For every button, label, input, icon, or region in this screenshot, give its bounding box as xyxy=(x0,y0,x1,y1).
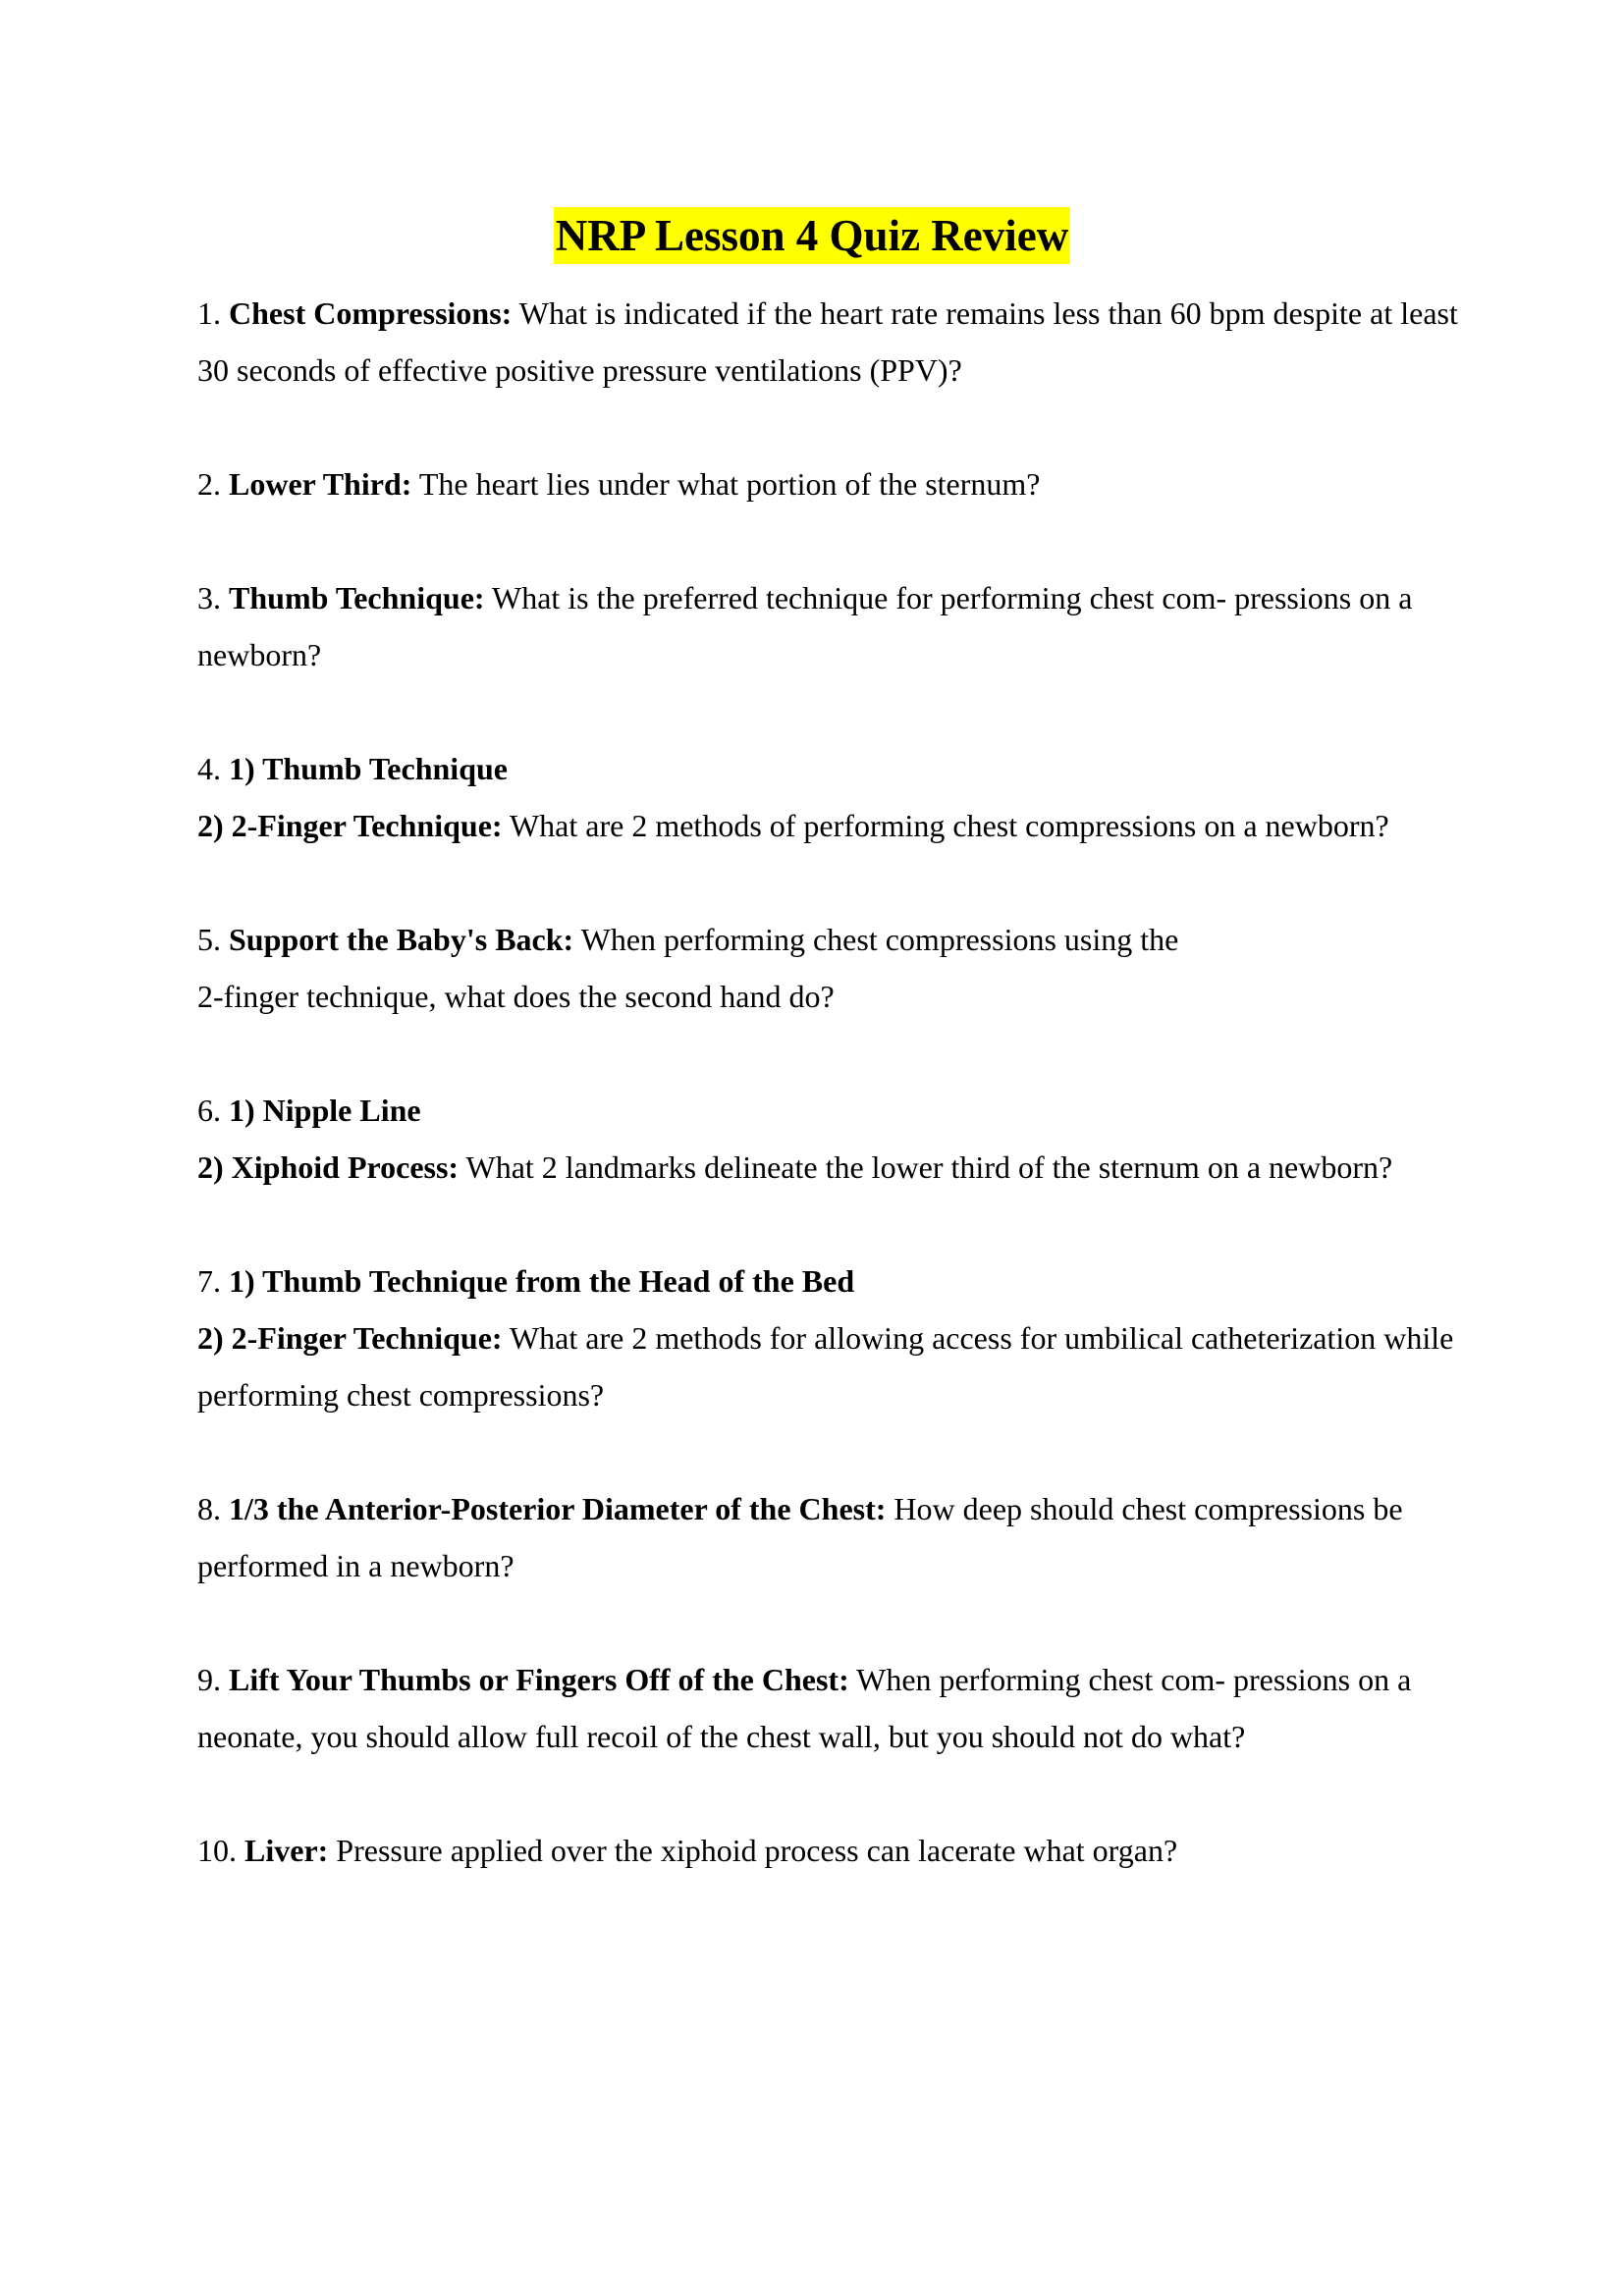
question-text: What are 2 methods of performing chest compressions on a newborn? xyxy=(502,808,1389,843)
answer-term: 2) 2-Finger Technique: xyxy=(197,808,503,843)
quiz-item xyxy=(197,1822,1493,1879)
question-text: What is indicated if the heart rate remains less than 60 bpm despite at least 30 seconds of effective positive pressure ventilations (PPV)? xyxy=(197,295,1458,388)
question-text: When performing chest compressions using the xyxy=(573,922,1179,957)
quiz-item xyxy=(197,1082,1493,1196)
quiz-line xyxy=(197,1309,1493,1423)
item-number: 7. xyxy=(197,1263,229,1299)
item-number: 8. xyxy=(197,1491,229,1526)
quiz-line xyxy=(197,1253,1493,1309)
quiz-list xyxy=(197,285,1493,1936)
quiz-item xyxy=(197,1253,1493,1423)
quiz-item xyxy=(197,1651,1493,1765)
answer-term: Liver: xyxy=(244,1833,329,1868)
quiz-line xyxy=(197,911,1493,968)
quiz-line xyxy=(197,797,1493,854)
question-text: Pressure applied over the xiphoid process can lacerate what organ? xyxy=(328,1833,1178,1868)
answer-term: 1) Thumb Technique from the Head of the Bed xyxy=(229,1263,855,1299)
quiz-line xyxy=(197,1139,1493,1196)
question-text: The heart lies under what portion of the sternum? xyxy=(411,466,1041,502)
answer-term: Chest Compressions: xyxy=(229,295,513,331)
item-number: 1. xyxy=(197,295,229,331)
item-number: 5. xyxy=(197,922,229,957)
answer-term: 1) Thumb Technique xyxy=(229,751,508,786)
question-text: What are 2 methods for allowing access for umbilical catheterization while performing chest compressions? xyxy=(197,1320,1454,1413)
item-number: 10. xyxy=(197,1833,244,1868)
quiz-line xyxy=(197,455,1493,512)
answer-term: 1/3 the Anterior-Posterior Diameter of the Chest: xyxy=(229,1491,887,1526)
question-text: What is the preferred technique for performing chest com- pressions on a newborn? xyxy=(197,580,1413,672)
quiz-line xyxy=(197,1082,1493,1139)
quiz-line xyxy=(197,968,1493,1025)
quiz-item xyxy=(197,740,1493,854)
question-text: How deep should chest compressions be performed in a newborn? xyxy=(197,1491,1403,1583)
quiz-line xyxy=(197,569,1493,683)
item-number: 2. xyxy=(197,466,229,502)
quiz-item xyxy=(197,455,1493,512)
answer-term: 2) Xiphoid Process: xyxy=(197,1149,460,1185)
item-number: 4. xyxy=(197,751,229,786)
quiz-item xyxy=(197,285,1493,399)
question-text: What 2 landmarks delineate the lower third of the sternum on a newborn? xyxy=(459,1149,1393,1185)
quiz-line xyxy=(197,285,1493,399)
quiz-line xyxy=(197,1822,1493,1879)
item-number: 9. xyxy=(197,1662,229,1697)
answer-term: 1) Nipple Line xyxy=(229,1093,421,1128)
item-number: 6. xyxy=(197,1093,229,1128)
item-number: 3. xyxy=(197,580,229,615)
quiz-item xyxy=(197,569,1493,683)
page-title: NRP Lesson 4 Quiz Review xyxy=(554,207,1071,264)
answer-term: 2) 2-Finger Technique: xyxy=(197,1320,503,1356)
answer-term: Lift Your Thumbs or Fingers Off of the Chest: xyxy=(229,1662,849,1697)
quiz-item xyxy=(197,1480,1493,1594)
answer-term: Thumb Technique: xyxy=(229,580,485,615)
title-container xyxy=(0,207,1624,264)
quiz-line xyxy=(197,740,1493,797)
quiz-line xyxy=(197,1651,1493,1765)
question-text: 2-finger technique, what does the second hand do? xyxy=(197,979,835,1014)
answer-term: Lower Third: xyxy=(229,466,412,502)
quiz-item xyxy=(197,911,1493,1025)
question-text: When performing chest com- pressions on a neonate, you should allow full recoil of the chest wall, but you should not do what? xyxy=(197,1662,1412,1754)
quiz-line xyxy=(197,1480,1493,1594)
answer-term: Support the Baby's Back: xyxy=(229,922,574,957)
